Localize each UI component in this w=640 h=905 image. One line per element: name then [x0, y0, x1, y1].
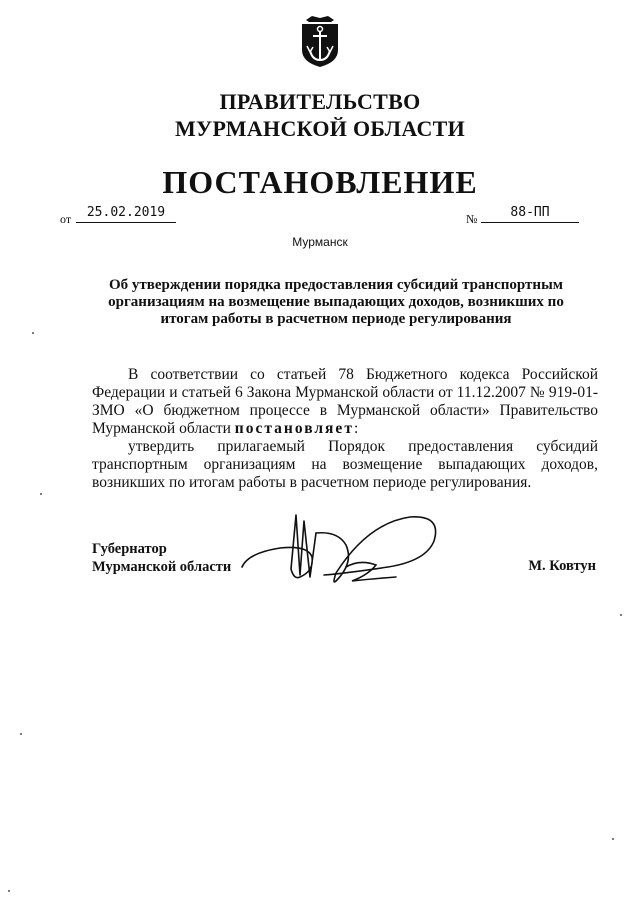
signatory-title	[92, 540, 231, 576]
body-paragraph-2: утвердить прилагаемый Порядок предоставления субсидий транспортным организациям на возмещение выпадающих доходов, возникших по итогам работы в расчетном периоде регулирования.	[92, 438, 598, 491]
document-type: ПОСТАНОВЛЕНИЕ	[162, 164, 478, 200]
handwritten-signature-icon	[228, 505, 458, 595]
document-title: Об утверждении порядка предоставления субсидий транспортным организациям на возмещение выпадающих доходов, возникших по итогам работы в расчетном периоде регулирования	[108, 277, 564, 327]
body-paragraph-1-text: В соответствии со статьей 78 Бюджетного кодекса Российской Федерации и статьей 6 Закона Мурманской области от 11.12.2007 № 919-01-ЗМО «О бюджетном процессе в Мурманской области» Правительство Мурманской области	[92, 366, 598, 437]
org-name-line2: МУРМАНСКОЙ ОБЛАСТИ	[174, 116, 466, 141]
body-paragraph-1	[92, 366, 598, 438]
number-prefix: №	[466, 212, 478, 226]
murmansk-coat-of-arms-icon	[298, 14, 342, 68]
org-name-line1: ПРАВИТЕЛЬСТВО	[219, 89, 421, 114]
scan-speck	[612, 838, 614, 840]
body-paragraph-1-end: :	[353, 420, 359, 437]
signatory-title-line2: Мурманской области	[92, 559, 232, 575]
date-prefix: от	[60, 212, 72, 226]
scan-speck	[8, 890, 10, 892]
scan-speck	[20, 733, 22, 735]
document-number: 88-ПП	[481, 204, 579, 223]
document-body	[92, 366, 598, 492]
document-date: 25.02.2019	[76, 204, 176, 223]
signatory-name: М. Ковтун	[528, 558, 596, 574]
scan-speck	[40, 493, 42, 495]
city-name: Мурманск	[292, 235, 348, 249]
scan-speck	[620, 614, 622, 616]
decree-keyword: постановляет	[234, 420, 354, 437]
signatory-title-line1: Губернатор	[92, 541, 167, 557]
scan-speck	[32, 332, 34, 334]
